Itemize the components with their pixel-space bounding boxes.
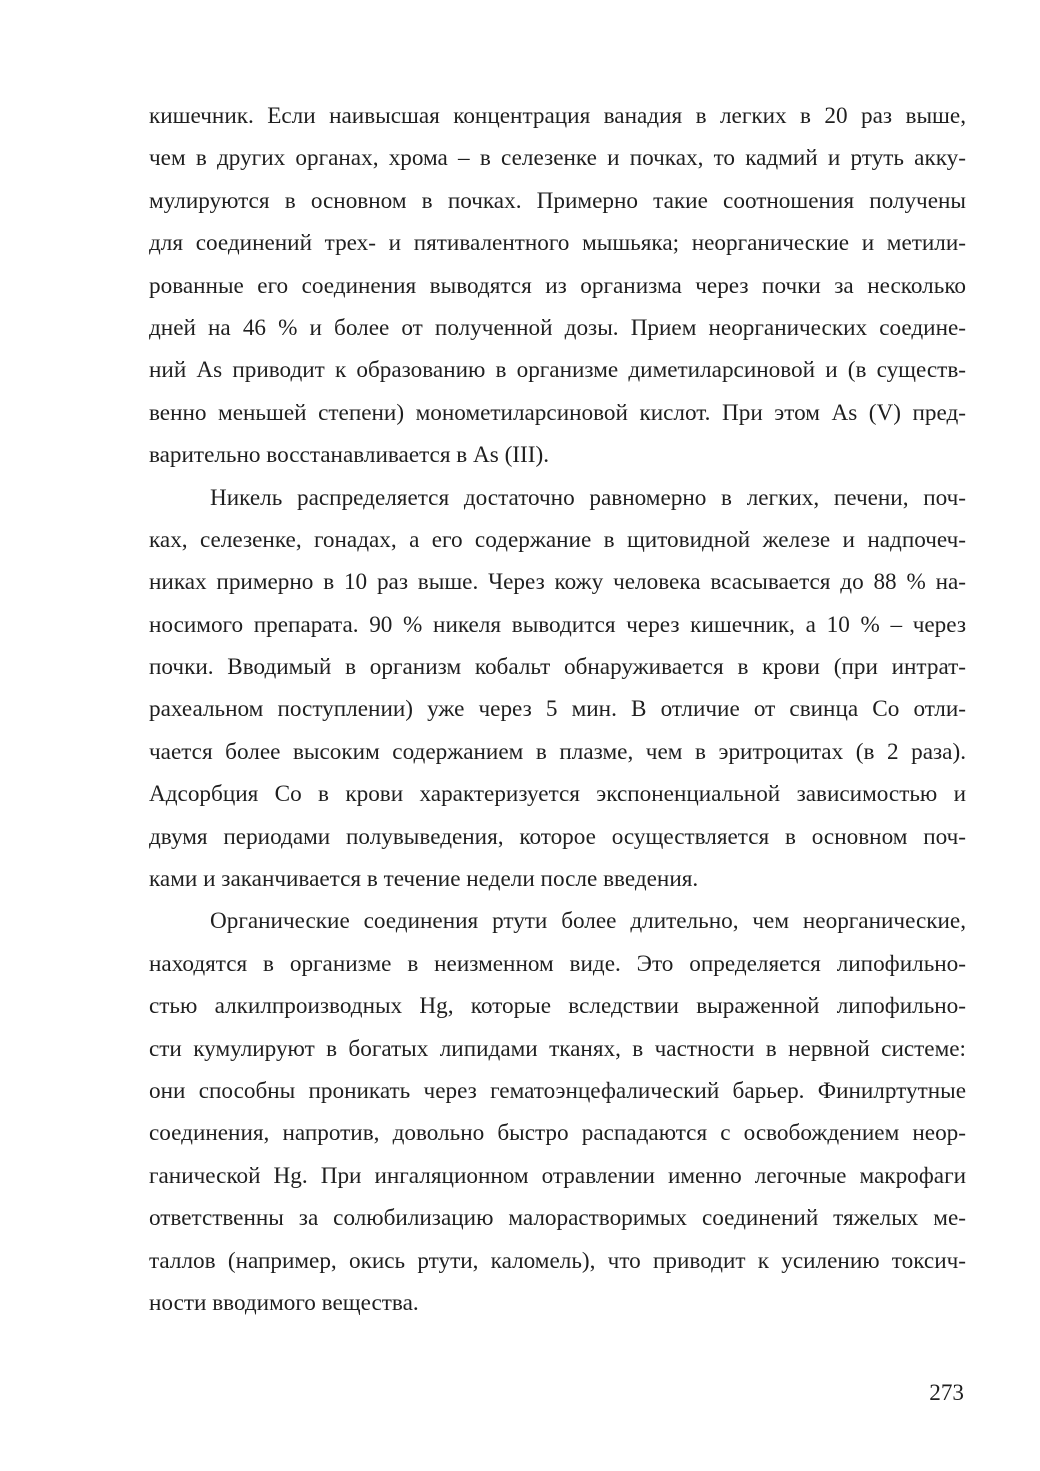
paragraph-3 (149, 900, 966, 1324)
text-line: кишечник. Если наивысшая концентрация ванадия в легких в 20 раз выше, (149, 103, 966, 129)
text-line: рахеальном поступлении) уже через 5 мин. В отличие от свинца Co отли- (149, 696, 966, 723)
text-line: ками и заканчивается в течение недели после введения. (149, 866, 699, 893)
text-line: рованные его соединения выводятся из организма через почки за несколько (149, 272, 966, 299)
body-text (149, 95, 966, 1324)
text-line: находятся в организме в неизменном виде. Это определяется липофильно- (149, 950, 966, 977)
text-line: ганической Hg. При ингаляционном отравлении именно легочные макрофаги (149, 1162, 966, 1189)
text-line: для соединений трех- и пятивалентного мышьяка; неорганические и метили- (149, 230, 966, 257)
text-line: мулируются в основном в почках. Примерно такие соотношения получены (149, 187, 966, 214)
text-line: дней на 46 % и более от полученной дозы. Прием неорганических соедине- (149, 314, 966, 341)
text-line: варительно восстанавливается в As (III). (149, 442, 549, 469)
text-line: Адсорбция Co в крови характеризуется экспоненциальной зависимостью и (149, 781, 966, 808)
text-line: соединения, напротив, довольно быстро распадаются с освобождением неор- (149, 1120, 966, 1147)
text-line: стью алкилпроизводных Hg, которые вследствии выраженной липофильно- (149, 993, 966, 1020)
text-line: никах примерно в 10 раз выше. Через кожу человека всасывается до 88 % на- (149, 569, 966, 596)
text-line: Органические соединения ртути более длительно, чем неорганические, (210, 908, 966, 935)
paragraph-2 (149, 477, 966, 901)
text-line: таллов (например, окись ртути, каломель), что приводит к усилению токсич- (149, 1247, 966, 1274)
text-line: почки. Вводимый в организм кобальт обнаруживается в крови (при интрат- (149, 654, 966, 681)
text-line: носимого препарата. 90 % никеля выводится через кишечник, а 10 % – через (149, 611, 966, 638)
page-number: 273 (929, 1380, 964, 1406)
text-line: сти кумулируют в богатых липидами тканях, в частности в нервной системе: (149, 1035, 966, 1062)
text-line: они способны проникать через гематоэнцефалический барьер. Финилртутные (149, 1077, 966, 1104)
text-line: ний As приводит к образованию в организме диметиларсиновой и (в существ- (149, 357, 966, 384)
text-line: ности вводимого вещества. (149, 1289, 419, 1316)
paragraph-1 (149, 95, 966, 477)
text-line: ответственны за солюбилизацию малорастворимых соединений тяжелых ме- (149, 1205, 966, 1232)
text-line: двумя периодами полувыведения, которое осуществляется в основном поч- (149, 823, 966, 850)
text-line: ках, селезенке, гонадах, а его содержание в щитовидной железе и надпочеч- (149, 526, 966, 553)
text-line: чается более высоким содержанием в плазме, чем в эритроцитах (в 2 раза). (149, 738, 966, 765)
text-line: венно меньшей степени) монометиларсиновой кислот. При этом As (V) пред- (149, 399, 966, 426)
text-line: чем в других органах, хрома – в селезенке и почках, то кадмий и ртуть акку- (149, 145, 966, 172)
text-line: Никель распределяется достаточно равномерно в легких, печени, поч- (210, 484, 966, 511)
